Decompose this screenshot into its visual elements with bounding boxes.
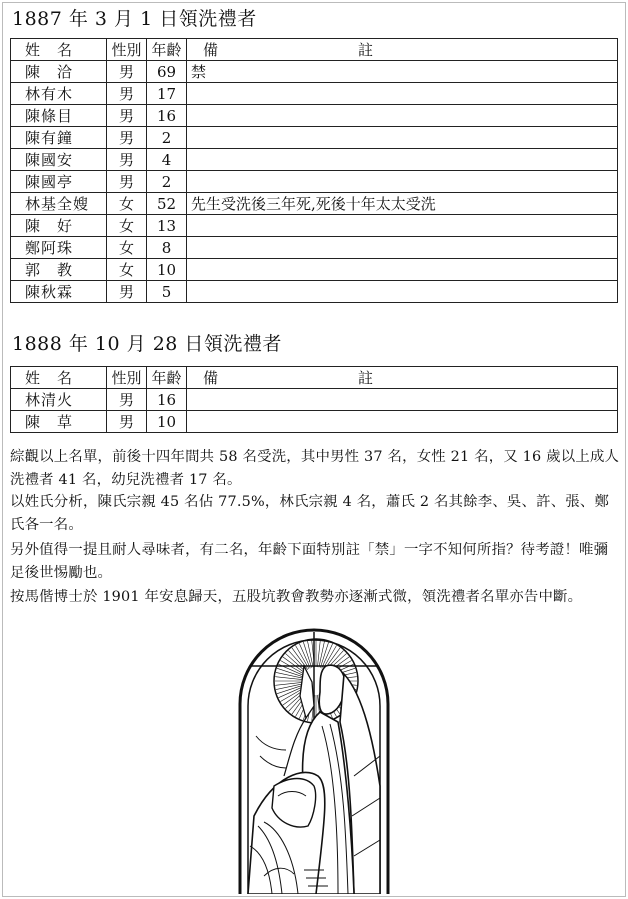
col-header-note-left: 備: [203, 41, 219, 59]
sex-cell: 男: [107, 281, 147, 303]
sex-cell: 女: [107, 259, 147, 281]
age-cell: 52: [147, 193, 187, 215]
person-name-cell: 鄭阿珠: [11, 237, 107, 259]
sex-cell: 男: [107, 83, 147, 105]
table-row: [11, 83, 618, 105]
note-cell: [187, 389, 618, 411]
summary-paragraph: 綜觀以上名單，前後十四年間共 58 名受洗，其中男性 37 名，女性 21 名，又 16 歲以上成人洗禮者 41 名，幼兒洗禮者 17 名。: [10, 449, 620, 488]
col-header-age: 年齡: [147, 39, 187, 61]
col-header-note-right: 註: [357, 369, 373, 387]
stained-glass-jesus-illustration: [234, 626, 394, 894]
table-row: [11, 215, 618, 237]
closing-paragraph: 按馬偕博士於 1901 年安息歸天，五股坑教會教勢亦逐漸式微，領洗禮者名單亦告中斷。: [10, 589, 583, 605]
table-row: [11, 281, 618, 303]
person-name-cell: 陳 好: [11, 215, 107, 237]
person-name-cell: 林清火: [11, 389, 107, 411]
note-cell: [187, 237, 618, 259]
person-name-cell: 陳有鐘: [11, 127, 107, 149]
age-cell: 69: [147, 61, 187, 83]
person-name-cell: 林有木: [11, 83, 107, 105]
sex-cell: 男: [107, 171, 147, 193]
table-row: [11, 149, 618, 171]
age-cell: 4: [147, 149, 187, 171]
person-name-cell: 陳國亭: [11, 171, 107, 193]
age-cell: 17: [147, 83, 187, 105]
col-header-note: [187, 39, 618, 61]
col-header-age: 年齡: [147, 367, 187, 389]
person-name-cell: 陳秋霖: [11, 281, 107, 303]
table-row: [11, 237, 618, 259]
col-header-note-right: 註: [357, 41, 373, 59]
note-cell: [187, 105, 618, 127]
sex-cell: 男: [107, 389, 147, 411]
sex-cell: 男: [107, 61, 147, 83]
age-cell: 10: [147, 259, 187, 281]
table-row: [11, 61, 618, 83]
note-cell: [187, 149, 618, 171]
table-header-row: [11, 367, 618, 389]
age-cell: 10: [147, 411, 187, 433]
baptism-table-1887: [10, 38, 618, 303]
table-row: [11, 171, 618, 193]
table-row: [11, 105, 618, 127]
person-name-cell: 郭 教: [11, 259, 107, 281]
table-row: [11, 411, 618, 433]
person-name-cell: 陳 草: [11, 411, 107, 433]
note-cell: 禁: [187, 61, 618, 83]
age-cell: 13: [147, 215, 187, 237]
note-cell: [187, 127, 618, 149]
person-name-cell: 陳 洽: [11, 61, 107, 83]
sex-cell: 男: [107, 149, 147, 171]
sex-cell: 男: [107, 105, 147, 127]
table-row: [11, 127, 618, 149]
note-cell: [187, 83, 618, 105]
section1-heading: 1887 年 3 月 1 日領洗禮者: [12, 8, 257, 30]
person-name-cell: 陳條目: [11, 105, 107, 127]
note-cell: 先生受洗後三年死,死後十年太太受洗: [187, 193, 618, 215]
note-cell: [187, 171, 618, 193]
sex-cell: 女: [107, 193, 147, 215]
sex-cell: 女: [107, 215, 147, 237]
note-cell: [187, 259, 618, 281]
age-cell: 2: [147, 127, 187, 149]
sex-cell: 女: [107, 237, 147, 259]
age-cell: 16: [147, 389, 187, 411]
sex-cell: 男: [107, 411, 147, 433]
table-row: [11, 193, 618, 215]
col-header-name: 姓 名: [11, 39, 107, 61]
age-cell: 2: [147, 171, 187, 193]
col-header-sex: 性別: [107, 39, 147, 61]
person-name-cell: 陳國安: [11, 149, 107, 171]
table-row: [11, 259, 618, 281]
section2-heading: 1888 年 10 月 28 日領洗禮者: [12, 333, 282, 355]
col-header-sex: 性別: [107, 367, 147, 389]
col-header-name: 姓 名: [11, 367, 107, 389]
table-header-row: [11, 39, 618, 61]
table-row: [11, 389, 618, 411]
forbidden-note-paragraph: 另外值得一提且耐人尋味者，有二名，年齡下面特別註「禁」一字不知何所指？待考證！唯彌足後世惕勵也。: [10, 542, 609, 581]
age-cell: 16: [147, 105, 187, 127]
col-header-note: [187, 367, 618, 389]
sex-cell: 男: [107, 127, 147, 149]
note-cell: [187, 215, 618, 237]
age-cell: 5: [147, 281, 187, 303]
baptism-table-1888: [10, 366, 618, 433]
age-cell: 8: [147, 237, 187, 259]
person-name-cell: 林基全嫂: [11, 193, 107, 215]
surname-analysis-paragraph: 以姓氏分析，陳氏宗親 45 名佔 77.5%，林氏宗親 4 名，蕭氏 2 名其餘李、吳、許、張、鄭氏各一名。: [10, 494, 610, 533]
col-header-note-left: 備: [203, 369, 219, 387]
note-cell: [187, 411, 618, 433]
note-cell: [187, 281, 618, 303]
